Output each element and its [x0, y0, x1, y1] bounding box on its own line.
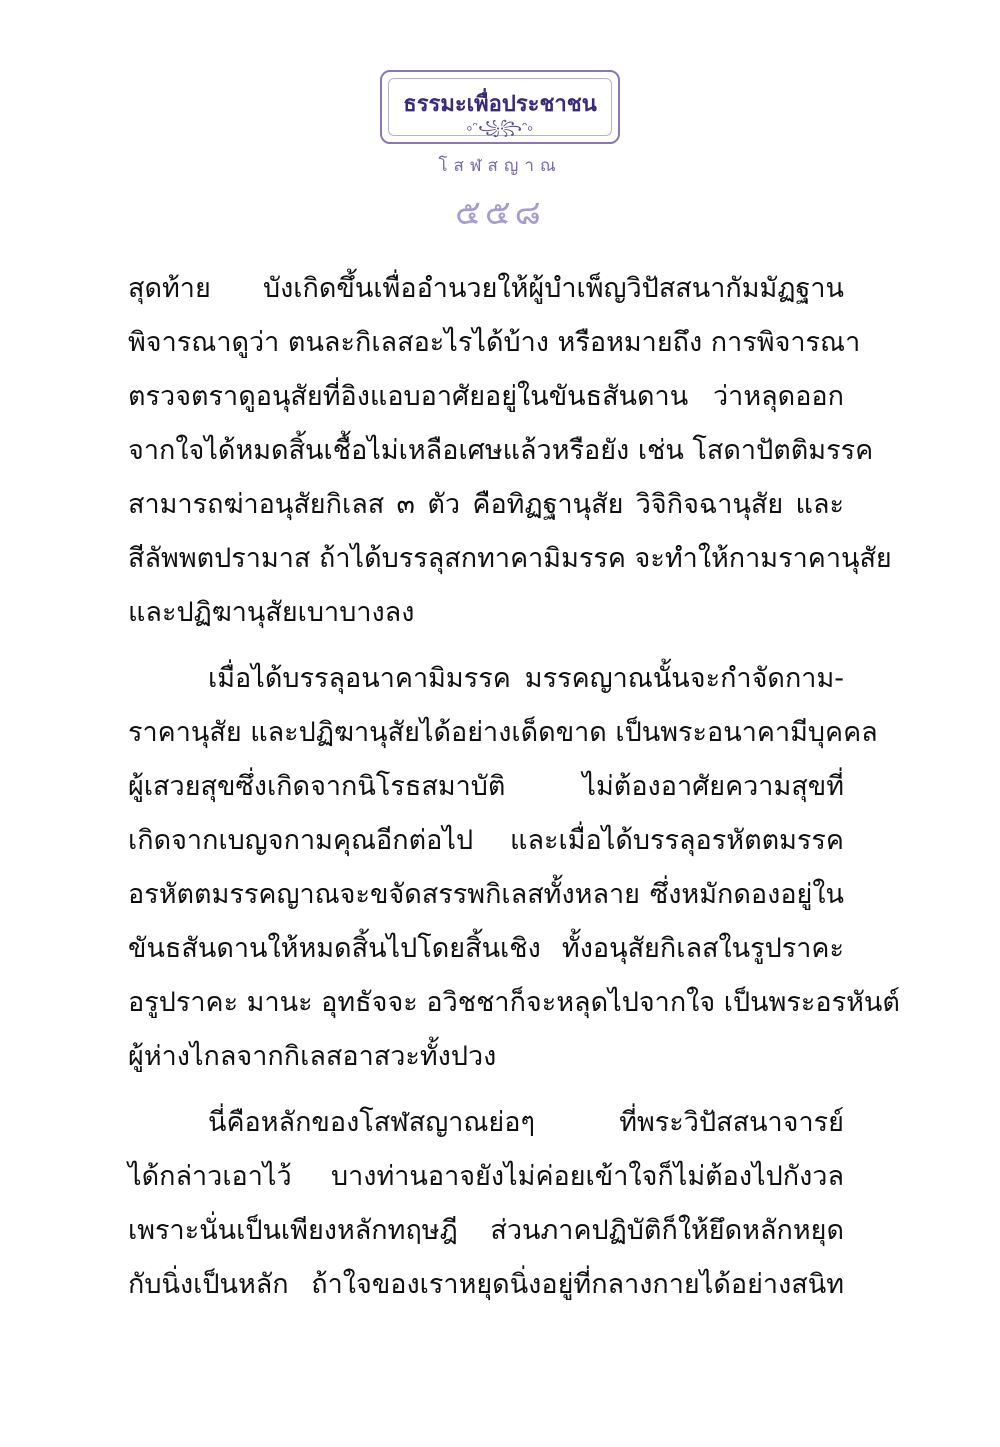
text-line: สามารถฆ่าอนุสัยกิเลส ๓ ตัว คือทิฏฐานุสัย วิจิกิจฉานุสัย และ — [128, 489, 844, 520]
text-line: ผู้ห่างไกลจากกิเลสอาสวะทั้งปวง — [128, 1041, 497, 1072]
text-line: ราคานุสัย และปฏิฆานุสัยได้อย่างเด็ดขาด เป็นพระอนาคามีบุคคล — [128, 717, 878, 748]
paragraph-3 — [128, 1096, 844, 1312]
text-line: อรูปราคะ มานะ อุทธัจจะ อวิชชาก็จะหลุดไปจากใจ เป็นพระอรหันต์ — [128, 987, 900, 1018]
text-line: เพราะนั่นเป็นเพียงหลักทฤษฎี ส่วนภาคปฏิบัติก็ให้ยึดหลักหยุด — [128, 1215, 844, 1246]
text-line: ผู้เสวยสุขซึ่งเกิดจากนิโรธสมาบัติ ไม่ต้องอาศัยความสุขที่ — [128, 771, 844, 802]
paragraph-2 — [128, 652, 900, 1084]
text-line: ตรวจตราดูอนุสัยที่อิงแอบอาศัยอยู่ในขันธสันดาน ว่าหลุดออก — [128, 381, 844, 412]
logo-title: ธรรมะเพื่อประชาชน — [403, 92, 597, 117]
page-header — [0, 70, 1000, 239]
book-subtitle: โสฬสญาณ — [438, 156, 562, 176]
logo-ornament-icon: ৹ᵔ꧁꧂ᵔ৹ — [466, 120, 534, 136]
dhamma-logo — [380, 70, 620, 144]
text-line: ขันธสันดานให้หมดสิ้นไปโดยสิ้นเชิง ทั้งอนุสัยกิเลสในรูปราคะ — [128, 933, 844, 964]
text-line: สุดท้าย บังเกิดขึ้นเพื่ออำนวยให้ผู้บำเพ็ญวิปัสสนากัมมัฏฐาน — [128, 273, 844, 304]
text-line: อรหัตตมรรคญาณจะขจัดสรรพกิเลสทั้งหลาย ซึ่งหมักดองอยู่ใน — [128, 879, 844, 910]
body-text — [128, 262, 900, 1312]
page-number: ๕๕๘ — [455, 193, 545, 233]
text-line: พิจารณาดูว่า ตนละกิเลสอะไรได้บ้าง หรือหมายถึง การพิจารณา — [128, 327, 861, 358]
text-line: กับนิ่งเป็นหลัก ถ้าใจของเราหยุดนิ่งอยู่ที่กลางกายได้อย่างสนิท — [128, 1269, 844, 1300]
text-line: เมื่อได้บรรลุอนาคามิมรรค มรรคญาณนั้นจะกำจัดกาม- — [208, 663, 844, 694]
text-line: จากใจได้หมดสิ้นเชื้อไม่เหลือเศษแล้วหรือยัง เช่น โสดาปัตติมรรค — [128, 435, 874, 466]
text-line: สีลัพพตปรามาส ถ้าได้บรรลุสกทาคามิมรรค จะทำให้กามราคานุสัย — [128, 543, 892, 574]
text-line: เกิดจากเบญจกามคุณอีกต่อไป และเมื่อได้บรรลุอรหัตตมรรค — [128, 825, 844, 856]
text-line: และปฏิฆานุสัยเบาบางลง — [128, 597, 415, 628]
paragraph-1 — [128, 262, 892, 640]
text-line: นี่คือหลักของโสฬสญาณย่อๆ ที่พระวิปัสสนาจารย์ — [208, 1107, 844, 1138]
text-line: ได้กล่าวเอาไว้ บางท่านอาจยังไม่ค่อยเข้าใจก็ไม่ต้องไปกังวล — [128, 1161, 844, 1192]
